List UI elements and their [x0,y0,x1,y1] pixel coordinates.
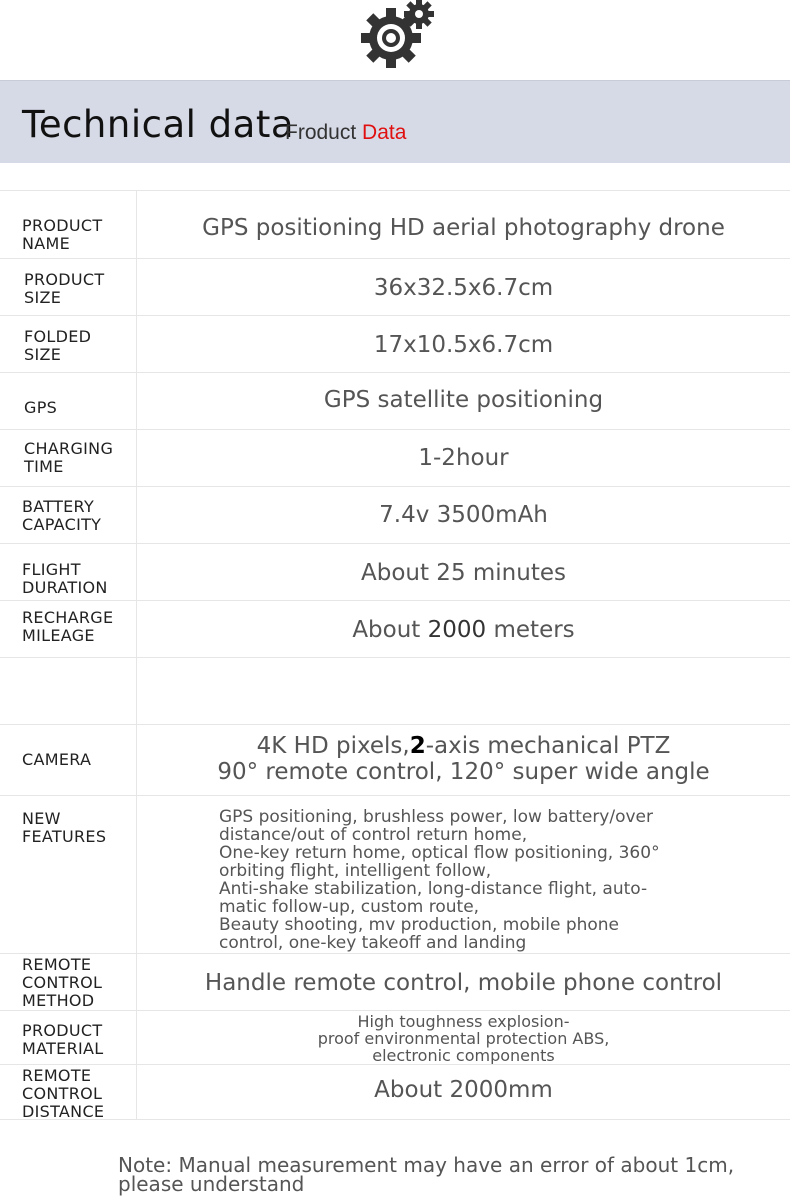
table-row [0,429,790,487]
row-value: GPS positioning HD aerial photography drone [202,215,725,241]
table-row [0,486,790,544]
row-value: 36x32.5x6.7cm [373,275,554,301]
row-value: 7.4v 3500mAh [379,502,548,528]
row-value: About 2000mm [374,1077,553,1103]
subtitle-part-a: Froduct [285,121,357,144]
row-value: About 25 minutes [361,560,566,586]
table-row [0,795,790,954]
row-label: PRODUCT NAME [22,216,103,253]
page-subtitle [285,121,406,145]
row-value [137,733,790,785]
value-line-2: 90° remote control, 120° super wide angle [217,759,710,785]
table-row [0,315,790,373]
header-banner [0,80,790,163]
table-row [0,1064,790,1120]
column-divider [136,796,137,954]
row-label: RECHARGE MILEAGE [22,608,114,645]
value-text-a: 4K HD pixels, [256,733,410,759]
value-number: 2 [409,733,426,759]
table-row [0,724,790,796]
page-title: Technical data [22,103,294,146]
row-label: PRODUCT SIZE [24,270,105,307]
table-row-empty [0,657,790,725]
row-label: NEW FEATURES [22,809,107,846]
subtitle-part-b: Data [362,121,407,144]
row-label: GPS [24,398,58,417]
table-row [0,543,790,601]
table-row [0,190,790,259]
row-value: High toughness explosion- proof environmental protection ABS, electronic components [317,1012,610,1065]
table-row [0,258,790,316]
row-value: Handle remote control, mobile phone control [204,970,723,996]
table-row [0,1010,790,1065]
row-value: 17x10.5x6.7cm [373,332,554,358]
row-label: PRODUCT MATERIAL [22,1021,104,1058]
row-label: REMOTE CONTROL METHOD [22,955,103,1010]
row-label: BATTERY CAPACITY [22,497,102,534]
row-label: CHARGING TIME [24,439,114,476]
row-value [137,617,790,643]
table-row [0,600,790,658]
value-number: 2000 [427,617,487,643]
table-row [0,953,790,1011]
column-divider [136,658,137,725]
value-line-1 [137,733,790,759]
value-text-b: -axis mechanical PTZ [425,733,671,759]
row-value: 1-2hour [418,445,509,471]
row-value: GPS positioning, brushless power, low battery/over distance/out of control return home, One-key return home, optical flow positioning, 360° orbiting flight, intelligent follow, Anti-shake stabilization, long-distance flight, auto- matic follow-up, custom route, Beauty shooting, mv production, mobile phone control, one-key takeoff and landing [219,807,660,953]
value-text-a: About [352,617,428,643]
gear-icon [355,0,435,72]
row-value: GPS satellite positioning [323,387,604,413]
footnote: Note: Manual measurement may have an error of about 1cm, please understand [118,1153,735,1196]
row-label: FLIGHT DURATION [22,560,108,597]
value-text-b: meters [486,617,575,643]
row-label: FOLDED SIZE [24,327,92,364]
table-row [0,372,790,430]
row-label: REMOTE CONTROL DISTANCE [22,1066,105,1121]
row-label: CAMERA [22,750,92,769]
